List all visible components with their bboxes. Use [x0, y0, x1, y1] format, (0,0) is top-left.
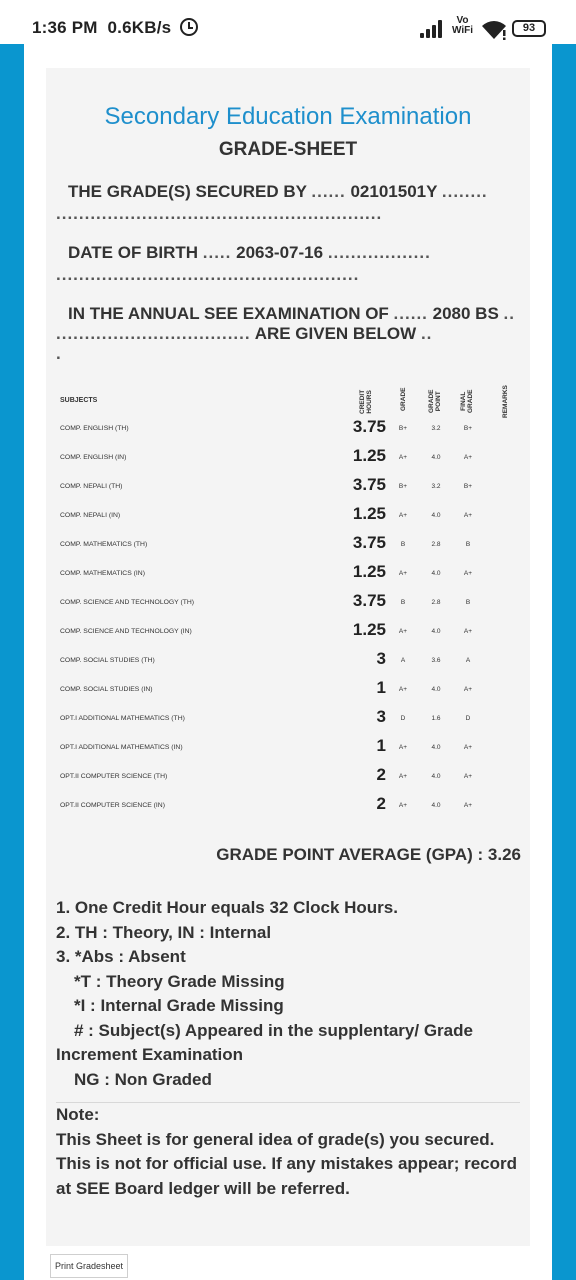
grade-cell: A+: [398, 628, 408, 635]
credit-hours-cell: 3: [376, 707, 386, 726]
note-item: NG : Non Graded: [74, 1069, 212, 1089]
note-title: Note:: [56, 1105, 100, 1124]
grade-point-cell: 4.0: [431, 454, 441, 461]
table-row: [46, 763, 530, 792]
left-accent-bar: [0, 44, 24, 1280]
subject-cell: OPT.II COMPUTER SCIENCE (TH): [60, 773, 168, 780]
table-row: [46, 415, 530, 444]
wifi-icon: [481, 19, 507, 41]
table-row: [46, 444, 530, 473]
credit-hours-cell: 3.75: [352, 475, 386, 494]
grade-cell: A+: [398, 744, 408, 751]
grade-point-cell: 4.0: [431, 773, 441, 780]
subject-cell: COMP. SOCIAL STUDIES (IN): [60, 686, 153, 693]
grade-point-cell: 3.2: [431, 425, 441, 432]
credit-hours-cell: 1.25: [352, 620, 386, 639]
grade-cell: A+: [398, 773, 408, 780]
note-item: 2. TH : Theory, IN : Internal: [56, 922, 272, 942]
table-row: [46, 792, 530, 821]
grade-cell: A+: [398, 454, 408, 461]
vowifi-icon: Vo WiFi: [452, 15, 474, 36]
final-grade-cell: A+: [463, 744, 473, 751]
header-remarks: REMARKS: [502, 385, 509, 418]
table-row: [46, 705, 530, 734]
final-grade-cell: A+: [463, 570, 473, 577]
gpa-summary: GRADE POINT AVERAGE (GPA) : 3.26: [216, 845, 521, 864]
grade-cell: A: [400, 657, 406, 664]
table-row: [46, 734, 530, 763]
grade-point-cell: 2.8: [431, 599, 441, 606]
disclaimer-note: [56, 1103, 524, 1201]
exam-suffix-line: .................................. ARE GIVEN BELOW ..: [56, 324, 433, 343]
table-row: [46, 560, 530, 589]
grade-point-cell: 2.8: [431, 541, 441, 548]
credit-hours-cell: 3.75: [352, 591, 386, 610]
note-item: *T : Theory Grade Missing: [74, 971, 285, 991]
final-grade-cell: A+: [463, 512, 473, 519]
symbol-number: 02101501Y: [350, 182, 438, 201]
final-grade-cell: A: [465, 657, 471, 664]
credit-hours-cell: 1: [376, 736, 386, 755]
header-credit-hours: CREDIT HOURS: [359, 389, 373, 414]
subject-cell: COMP. MATHEMATICS (TH): [60, 541, 148, 548]
note-body: This Sheet is for general idea of grade(s) you secured. This is not for official use. If any mistakes appear; record at SEE Board ledger will be referred.: [56, 1129, 518, 1198]
signal-icon: [420, 20, 444, 38]
note-item: # : Subject(s) Appeared in the supplentary/ Grade: [74, 1020, 473, 1040]
credit-hours-cell: 2: [376, 794, 386, 813]
table-row: [46, 676, 530, 705]
final-grade-cell: A+: [463, 686, 473, 693]
exam-year: 2080 BS: [432, 304, 499, 323]
credit-hours-cell: 3.75: [352, 417, 386, 436]
battery-icon: 93: [512, 20, 546, 37]
grade-cell: B: [400, 541, 406, 548]
grade-point-cell: 1.6: [431, 715, 441, 722]
exam-heading: Secondary Education Examination: [104, 103, 472, 130]
table-row: [46, 502, 530, 531]
dob-dots: .....................................................: [56, 265, 360, 284]
subject-cell: COMP. SCIENCE AND TECHNOLOGY (IN): [60, 628, 192, 635]
exam-line: IN THE ANNUAL SEE EXAMINATION OF ...... 2080 BS ..: [68, 304, 515, 323]
legend-notes: [56, 896, 526, 1092]
final-grade-cell: A+: [463, 802, 473, 809]
final-grade-cell: A+: [463, 454, 473, 461]
header-grade: GRADE: [400, 387, 407, 411]
table-row: [46, 473, 530, 502]
final-grade-cell: A+: [463, 773, 473, 780]
credit-hours-cell: 1.25: [352, 446, 386, 465]
table-row: [46, 647, 530, 676]
subject-cell: COMP. ENGLISH (TH): [60, 425, 129, 432]
table-row: [46, 618, 530, 647]
subject-cell: COMP. SOCIAL STUDIES (TH): [60, 657, 155, 664]
grade-cell: B: [400, 599, 406, 606]
grade-cell: D: [400, 715, 406, 722]
note-item: 3. *Abs : Absent: [56, 947, 186, 966]
credit-hours-cell: 1.25: [352, 504, 386, 523]
grade-cell: B+: [398, 425, 408, 432]
grade-point-cell: 3.6: [431, 657, 441, 664]
subject-cell: OPT.II COMPUTER SCIENCE (IN): [60, 802, 165, 809]
credit-hours-cell: 1: [376, 678, 386, 697]
subject-cell: COMP. NEPALI (TH): [60, 483, 123, 490]
header-grade-point: GRADE POINT: [428, 389, 442, 413]
right-accent-bar: [552, 44, 576, 1280]
subject-cell: COMP. MATHEMATICS (IN): [60, 570, 145, 577]
grade-cell: A+: [398, 512, 408, 519]
status-bar: [0, 0, 576, 44]
subject-cell: OPT.I ADDITIONAL MATHEMATICS (IN): [60, 744, 183, 751]
final-grade-cell: B+: [463, 483, 473, 490]
subject-cell: COMP. NEPALI (IN): [60, 512, 121, 519]
credit-hours-cell: 2: [376, 765, 386, 784]
dob-value: 2063-07-16: [236, 243, 324, 262]
credit-hours-cell: 1.25: [352, 562, 386, 581]
final-grade-cell: B: [465, 541, 471, 548]
status-time: 1:36 PM 0.6KB/s: [32, 18, 172, 37]
note-item: 1. One Credit Hour equals 32 Clock Hours.: [56, 898, 398, 917]
grade-cell: B+: [398, 483, 408, 490]
credit-hours-cell: 3.75: [352, 533, 386, 552]
credit-hours-cell: 3: [376, 649, 386, 668]
gradesheet-title: GRADE-SHEET: [218, 139, 358, 160]
dob-line: DATE OF BIRTH ..... 2063-07-16 ..................: [68, 243, 431, 262]
grade-cell: A+: [398, 686, 408, 693]
table-row: [46, 589, 530, 618]
note-item: Increment Examination: [56, 1045, 244, 1064]
subject-cell: COMP. ENGLISH (IN): [60, 454, 127, 461]
grade-point-cell: 4.0: [431, 628, 441, 635]
header-subjects: SUBJECTS: [60, 397, 98, 404]
grade-point-cell: 4.0: [431, 802, 441, 809]
grade-point-cell: 4.0: [431, 570, 441, 577]
grade-point-cell: 3.2: [431, 483, 441, 490]
grade-cell: A+: [398, 570, 408, 577]
exam-trailing-dot: .: [56, 344, 62, 363]
grade-point-cell: 4.0: [431, 686, 441, 693]
alarm-icon: [180, 18, 198, 36]
final-grade-cell: A+: [463, 628, 473, 635]
table-row: [46, 531, 530, 560]
header-final-grade: FINAL GRADE: [460, 389, 474, 413]
final-grade-cell: B+: [463, 425, 473, 432]
subject-cell: OPT.I ADDITIONAL MATHEMATICS (TH): [60, 715, 185, 722]
print-gradesheet-button[interactable]: Print Gradesheet: [50, 1254, 128, 1278]
secured-by-line: THE GRADE(S) SECURED BY ...... 02101501Y ........: [68, 182, 488, 201]
subject-cell: COMP. SCIENCE AND TECHNOLOGY (TH): [60, 599, 195, 606]
grade-point-cell: 4.0: [431, 744, 441, 751]
final-grade-cell: B: [465, 599, 471, 606]
note-item: *I : Internal Grade Missing: [74, 996, 284, 1015]
secured-by-dots: .........................................................: [56, 204, 383, 223]
final-grade-cell: D: [465, 715, 471, 722]
grade-cell: A+: [398, 802, 408, 809]
grade-point-cell: 4.0: [431, 512, 441, 519]
